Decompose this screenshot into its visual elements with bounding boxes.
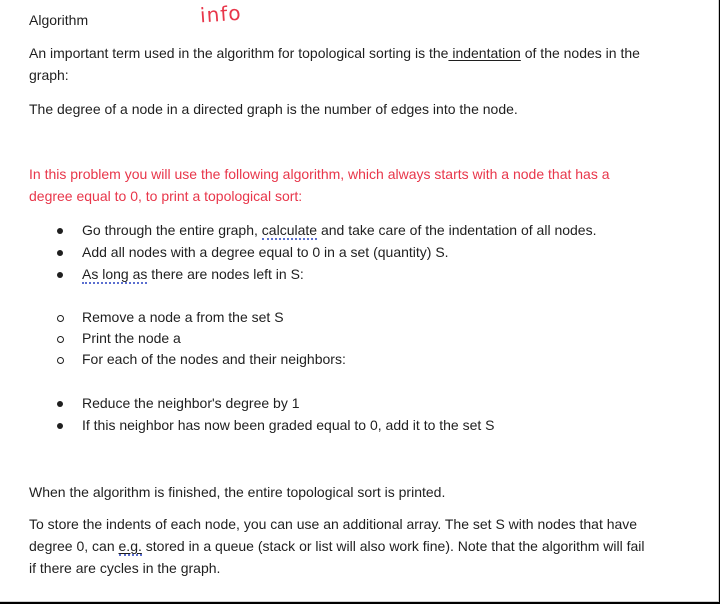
- store-line-2: degree 0, can e.g. stored in a queue (stack or list will also work fine). Note that the algorithm will fail: [29, 538, 645, 554]
- section-heading: Algorithm: [29, 12, 89, 28]
- store-line-1: To store the indents of each node, you can use an additional array. The set S with nodes that have: [29, 516, 638, 532]
- intro-line-2: graph:: [29, 67, 69, 83]
- spellcheck-mark: As long as: [82, 266, 148, 282]
- bullet-icon: [57, 228, 63, 234]
- hollow-bullet-icon: [57, 315, 64, 322]
- problem-line-1: In this problem you will use the following algorithm, which always starts with a node that has a: [29, 166, 610, 182]
- list-item: Reduce the neighbor's degree by 1: [82, 395, 300, 411]
- degree-definition: The degree of a node in a directed graph is the number of edges into the node.: [29, 101, 518, 117]
- hollow-bullet-icon: [57, 336, 64, 343]
- list-item: If this neighbor has now been graded equal to 0, add it to the set S: [82, 417, 495, 433]
- store-line-3: if there are cycles in the graph.: [29, 560, 221, 576]
- bullet-icon: [57, 423, 63, 429]
- intro-text-after: of the nodes in the: [520, 45, 640, 61]
- finished-text: When the algorithm is finished, the entire topological sort is printed.: [29, 484, 446, 500]
- problem-line-2: degree equal to 0, to print a topological sort:: [29, 188, 303, 204]
- list-item: For each of the nodes and their neighbors:: [82, 351, 346, 367]
- list-item: As long as there are nodes left in S:: [82, 266, 304, 282]
- list-item: Go through the entire graph, calculate and take care of the indentation of all nodes.: [82, 222, 597, 238]
- spellcheck-mark: e.g.: [118, 538, 142, 554]
- bullet-icon: [57, 250, 63, 256]
- hollow-bullet-icon: [57, 357, 64, 364]
- handwritten-annotation: info: [199, 0, 243, 28]
- list-item: Add all nodes with a degree equal to 0 in a set (quantity) S.: [82, 244, 449, 260]
- list-item: Print the node a: [82, 330, 181, 346]
- bullet-icon: [57, 401, 63, 407]
- spellcheck-mark: calculate: [261, 222, 318, 238]
- intro-line-1: [29, 45, 640, 61]
- bullet-icon: [57, 272, 63, 278]
- intro-text-before: An important term used in the algorithm for topological sorting is the: [29, 45, 449, 61]
- list-item: Remove a node a from the set S: [82, 309, 284, 325]
- indentation-link[interactable]: indentation: [448, 45, 521, 61]
